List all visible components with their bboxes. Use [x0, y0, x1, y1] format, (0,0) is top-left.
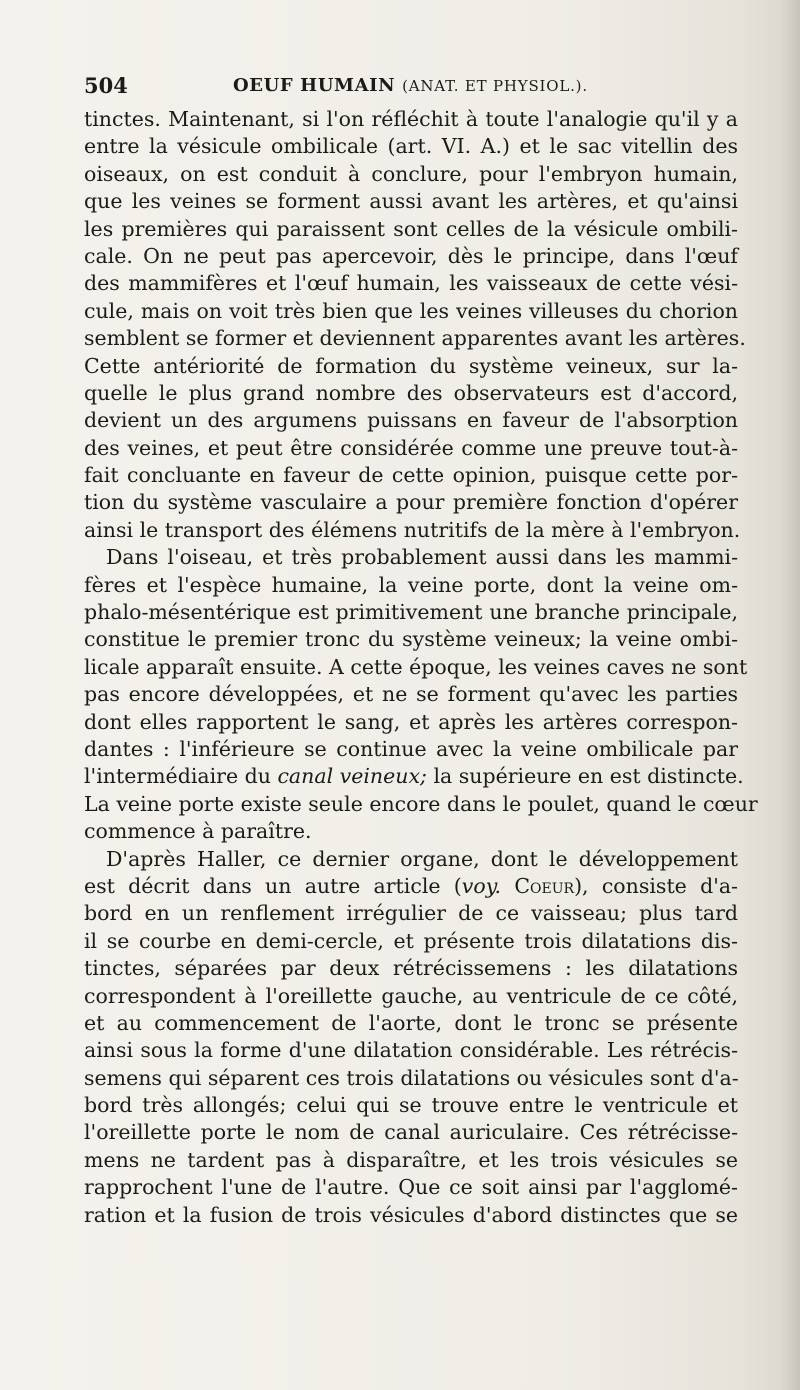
text-line: des veines, et peut être considérée comme une preuve tout-à-: [84, 435, 738, 460]
text-line-mixed: [84, 763, 744, 790]
text-line: semens qui séparent ces trois dilatations ou vésicules sont d'a-: [84, 1065, 739, 1090]
text-line: La veine porte existe seule encore dans le poulet, quand le cœur: [84, 791, 758, 816]
text-line: mens ne tardent pas à disparaître, et les trois vésicules se: [84, 1147, 738, 1172]
text-line: tion du système vasculaire a pour première fonction d'opérer: [84, 490, 738, 515]
text-line: rapprochent l'une de l'autre. Que ce soit ainsi par l'agglomé-: [84, 1175, 738, 1200]
page-edge-shadow: [780, 0, 800, 1390]
text-line: cale. On ne peut pas apercevoir, dès le principe, dans l'œuf: [84, 243, 738, 268]
text-line: ration et la fusion de trois vésicules d'abord distinctes que se: [84, 1202, 738, 1227]
text-line: entre la vésicule ombilicale (art. VI. A.) et le sac vitellin des: [84, 134, 738, 159]
text-segment: la supérieure en est distincte.: [426, 764, 744, 789]
text-line: D'après Haller, ce dernier organe, dont le développement: [106, 846, 738, 871]
text-segment: l'intermédiaire du: [84, 764, 278, 789]
text-line: il se courbe en demi-cercle, et présente trois dilatations dis-: [84, 928, 738, 953]
text-segment: ), consiste d'a-: [574, 873, 738, 898]
italic-term: canal veineux;: [277, 764, 427, 789]
text-line: commence à paraître.: [84, 819, 312, 844]
running-title-subtitle: (ANAT. ET PHYSIOL.).: [402, 77, 588, 95]
text-line: dantes : l'inférieure se continue avec la veine ombilicale par: [84, 736, 738, 761]
text-line: pas encore développées, et ne se forment qu'avec les parties: [84, 682, 738, 707]
text-line: semblent se former et deviennent apparentes avant les artères.: [84, 326, 746, 351]
text-line: ainsi le transport des élémens nutritifs de la mère à l'embryon.: [84, 517, 741, 542]
italic-reference: voy.: [461, 873, 502, 898]
text-line: phalo-mésentérique est primitivement une branche principale,: [84, 600, 738, 625]
text-line-mixed: [84, 873, 738, 900]
text-segment: est décrit dans un autre article (: [84, 873, 462, 898]
text-line: que les veines se forment aussi avant les artères, et qu'ainsi: [84, 189, 738, 214]
text-line: tinctes, séparées par deux rétrécissemens : les dilatations: [84, 956, 738, 981]
body-text: [84, 106, 758, 1229]
running-title-main: OEUF HUMAIN: [233, 75, 396, 96]
page-number: 504: [84, 73, 128, 98]
text-line: l'oreillette porte le nom de canal auriculaire. Ces rétrécisse-: [84, 1120, 738, 1145]
text-line: devient un des argumens puissans en faveur de l'absorption: [84, 408, 738, 433]
text-line: bord très allongés; celui qui se trouve entre le ventricule et: [84, 1093, 738, 1118]
text-line: cule, mais on voit très bien que les veines villeuses du chorion: [84, 298, 738, 323]
text-line: quelle le plus grand nombre des observateurs est d'accord,: [84, 380, 738, 405]
small-caps-reference: Coeur: [514, 873, 575, 898]
text-line: Cette antériorité de formation du système veineux, sur la-: [84, 353, 738, 378]
text-line: des mammifères et l'œuf humain, les vaisseaux de cette vési-: [84, 271, 738, 296]
text-line: tinctes. Maintenant, si l'on réfléchit à toute l'analogie qu'il y a: [84, 107, 738, 131]
page-header: [84, 70, 744, 102]
text-line: licale apparaît ensuite. A cette époque, les veines caves ne sont: [84, 654, 748, 679]
text-line: Dans l'oiseau, et très probablement aussi dans les mammi-: [106, 545, 738, 570]
text-line: constitue le premier tronc du système veineux; la veine ombi-: [84, 627, 738, 652]
text-line: bord en un renflement irrégulier de ce vaisseau; plus tard: [84, 901, 738, 926]
text-line: et au commencement de l'aorte, dont le tronc se présente: [84, 1010, 738, 1035]
text-line: ainsi sous la forme d'une dilatation considérable. Les rétrécis-: [84, 1038, 738, 1063]
text-line: les premières qui paraissent sont celles de la vésicule ombili-: [84, 216, 738, 241]
text-line: correspondent à l'oreillette gauche, au ventricule de ce côté,: [84, 983, 738, 1008]
text-line: dont elles rapportent le sang, et après les artères correspon-: [84, 709, 738, 734]
text-line: fères et l'espèce humaine, la veine porte, dont la veine om-: [84, 572, 738, 597]
running-title: [233, 70, 588, 102]
text-line: oiseaux, on est conduit à conclure, pour l'embryon humain,: [84, 161, 738, 186]
text-line: fait concluante en faveur de cette opinion, puisque cette por-: [84, 463, 738, 488]
